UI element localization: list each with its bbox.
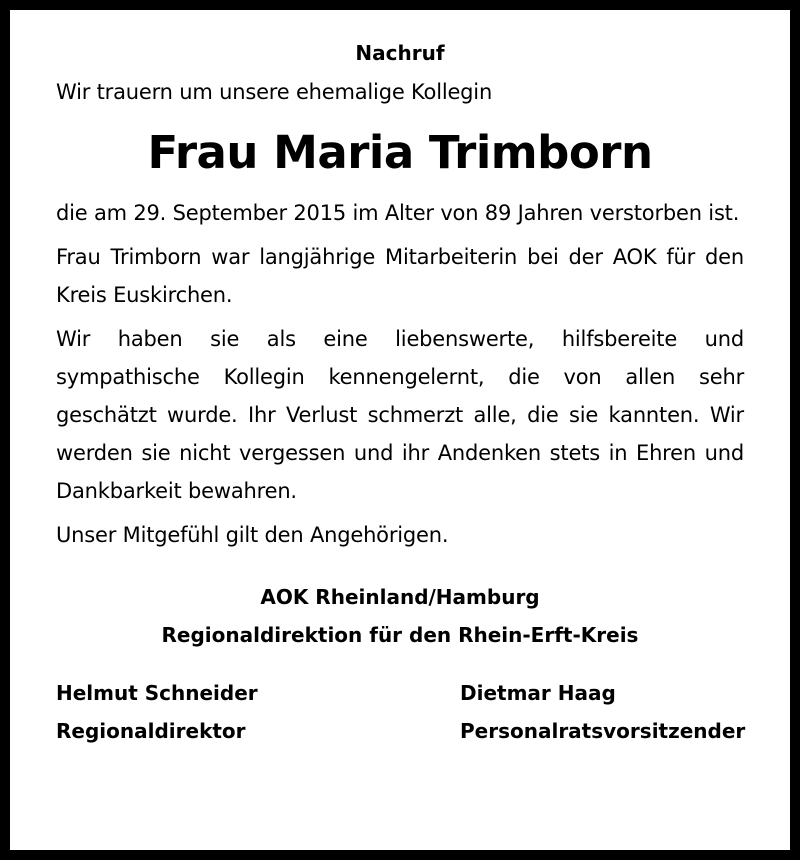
signatory-title: Personalratsvorsitzender xyxy=(460,719,746,743)
condolence-paragraph: Unser Mitgefühl gilt den Angehörigen. xyxy=(56,523,449,547)
obituary-notice xyxy=(56,40,744,754)
signatory-name: Dietmar Haag xyxy=(460,681,616,705)
tribute-paragraph: Wir haben sie als eine liebenswerte, hilfsbereite und sympathische Kollegin kennengelernt, die von allen sehr geschätzt wurde. Ihr Verlust schmerzt alle, die sie kannten. Wir werden sie nicht vergessen und ihr Andenken stets in Ehren und Dankbarkeit bewahren. xyxy=(56,327,744,503)
organization-department: Regionaldirektion für den Rhein-Erft-Kreis xyxy=(161,623,639,647)
signatory-name: Helmut Schneider xyxy=(56,681,258,705)
intro-text: Wir trauern um unsere ehemalige Kollegin xyxy=(56,80,493,104)
notice-heading: Nachruf xyxy=(355,41,445,65)
signatures xyxy=(56,674,744,754)
death-date-paragraph: die am 29. September 2015 im Alter von 89 Jahren verstorben ist. xyxy=(56,201,740,225)
signatory-title: Regionaldirektor xyxy=(56,719,246,743)
employment-paragraph: Frau Trimborn war langjährige Mitarbeiterin bei der AOK für den Kreis Euskirchen. xyxy=(56,245,744,307)
organization-name: AOK Rheinland/Hamburg xyxy=(260,585,540,609)
signatory-left xyxy=(56,674,258,750)
signatory-right xyxy=(460,674,745,750)
deceased-name: Frau Maria Trimborn xyxy=(147,126,653,179)
